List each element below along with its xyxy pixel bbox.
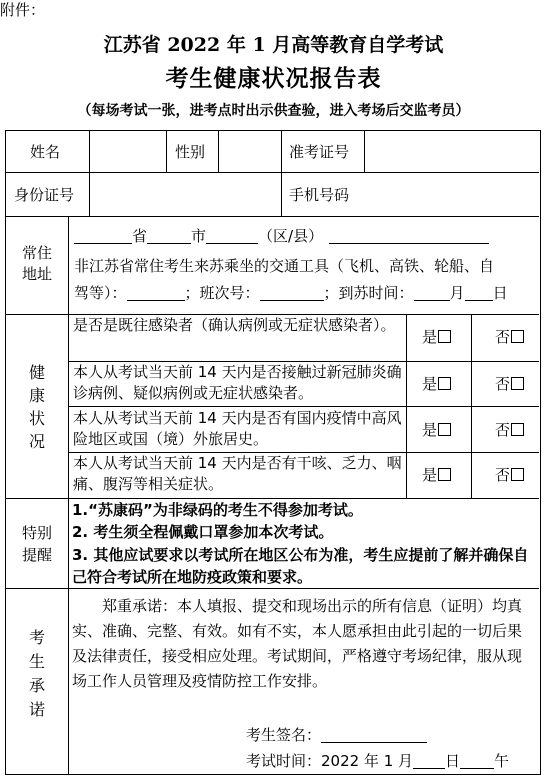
- phone-label: 手机号码: [289, 186, 350, 204]
- id-number-label: 身份证号: [14, 186, 75, 204]
- health-question-4: 本人从考试当天前 14 天内是否有干咳、乏力、咽痛、腹泻等相关症状。: [73, 454, 402, 493]
- city-blank[interactable]: [147, 227, 191, 244]
- q3-no-option[interactable]: 否: [495, 420, 524, 441]
- checkbox-icon: [438, 468, 451, 481]
- checkbox-icon: [438, 423, 451, 436]
- document-title: 江苏省 2022 年 1 月高等教育自学考试: [103, 34, 444, 56]
- q3-yes-option[interactable]: 是: [422, 420, 451, 441]
- signature-line: 考生签名：: [246, 725, 427, 746]
- arrival-day-blank[interactable]: [465, 284, 493, 301]
- health-question-1: 是否是既往感染者（确认病例或无症状感染者）。: [73, 316, 396, 334]
- q1-no-option[interactable]: 否: [495, 327, 524, 348]
- form-subtitle: （每场考试一张，进考点时出示供查验，进入考场后交监考员）: [77, 103, 470, 119]
- name-field[interactable]: [90, 131, 166, 172]
- checkbox-icon: [511, 468, 524, 481]
- checkbox-icon: [438, 377, 451, 390]
- street-blank[interactable]: [329, 227, 489, 244]
- q2-yes-option[interactable]: 是: [422, 374, 451, 395]
- phone-field[interactable]: [365, 173, 539, 216]
- checkbox-icon: [438, 330, 451, 343]
- arrival-month-blank[interactable]: [414, 284, 450, 301]
- id-number-field[interactable]: [90, 173, 281, 216]
- name-label: 姓名: [30, 143, 61, 161]
- reminder-item-3: 3. 其他应试要求以考试所在地区公布为准，考生应提前了解并确保自己符合考试所在地防疫政策和要求。: [72, 546, 529, 586]
- candidate-promise-label: 考 生 承 诺: [28, 628, 45, 719]
- checkbox-icon: [511, 423, 524, 436]
- ticket-number-field[interactable]: [365, 131, 539, 172]
- health-status-label: 健 康 状 况: [28, 363, 45, 451]
- trip-number-blank[interactable]: [260, 284, 324, 301]
- reminder-item-2: 2. 考生须全程佩戴口罩参加本次考试。: [72, 523, 334, 541]
- district-blank[interactable]: [206, 227, 258, 244]
- special-reminder-label: 特别 提醒: [21, 524, 52, 564]
- transport-line2: 驾等）： ；班次号： ；到苏时间： 月 日: [74, 284, 508, 302]
- gender-label: 性别: [175, 143, 206, 161]
- exam-day-blank[interactable]: [413, 752, 445, 769]
- transport-blank[interactable]: [127, 284, 185, 301]
- checkbox-icon: [511, 330, 524, 343]
- exam-time-line: 考试时间：2022 年 1 月 日 午: [246, 752, 510, 770]
- q1-yes-option[interactable]: 是: [422, 327, 451, 348]
- ticket-number-label: 准考证号: [289, 143, 350, 161]
- reminder-item-1: 1.“苏康码”为非绿码的考生不得参加考试。: [72, 501, 363, 519]
- exam-noon-blank[interactable]: [460, 752, 494, 769]
- q4-yes-option[interactable]: 是: [422, 465, 451, 486]
- checkbox-icon: [511, 377, 524, 390]
- province-blank[interactable]: [74, 227, 132, 244]
- address-line: 省 市 （区/县）: [74, 226, 489, 247]
- health-question-2: 本人从考试当天前 14 天内是否接触过新冠肺炎确诊病例、疑似病例或无症状感染者。: [73, 363, 402, 402]
- transport-line1: 非江苏省常住考生来苏乘坐的交通工具（飞机、高铁、轮船、自: [74, 257, 495, 275]
- q2-no-option[interactable]: 否: [495, 374, 524, 395]
- health-report-table: [5, 130, 541, 775]
- promise-text: 郑重承诺：本人填报、提交和现场出示的所有信息（证明）均真实、准确、完整、有效。如有不实，本人愿承担由此引起的一切后果及法律责任，接受相应处理。考试期间，严格遵守考场纪律，服从现场工作人员管理及疫情防控工作安排。: [72, 597, 523, 690]
- signature-blank[interactable]: [321, 726, 427, 743]
- gender-field[interactable]: [219, 131, 281, 172]
- health-question-3: 本人从考试当天前 14 天内是否有国内疫情中高风险地区或国（境）外旅居史。: [73, 409, 402, 448]
- address-label: 常住 地址: [21, 244, 52, 283]
- q4-no-option[interactable]: 否: [495, 465, 524, 486]
- attachment-label: 附件：: [0, 1, 46, 19]
- form-title: 考生健康状况报告表: [165, 65, 382, 92]
